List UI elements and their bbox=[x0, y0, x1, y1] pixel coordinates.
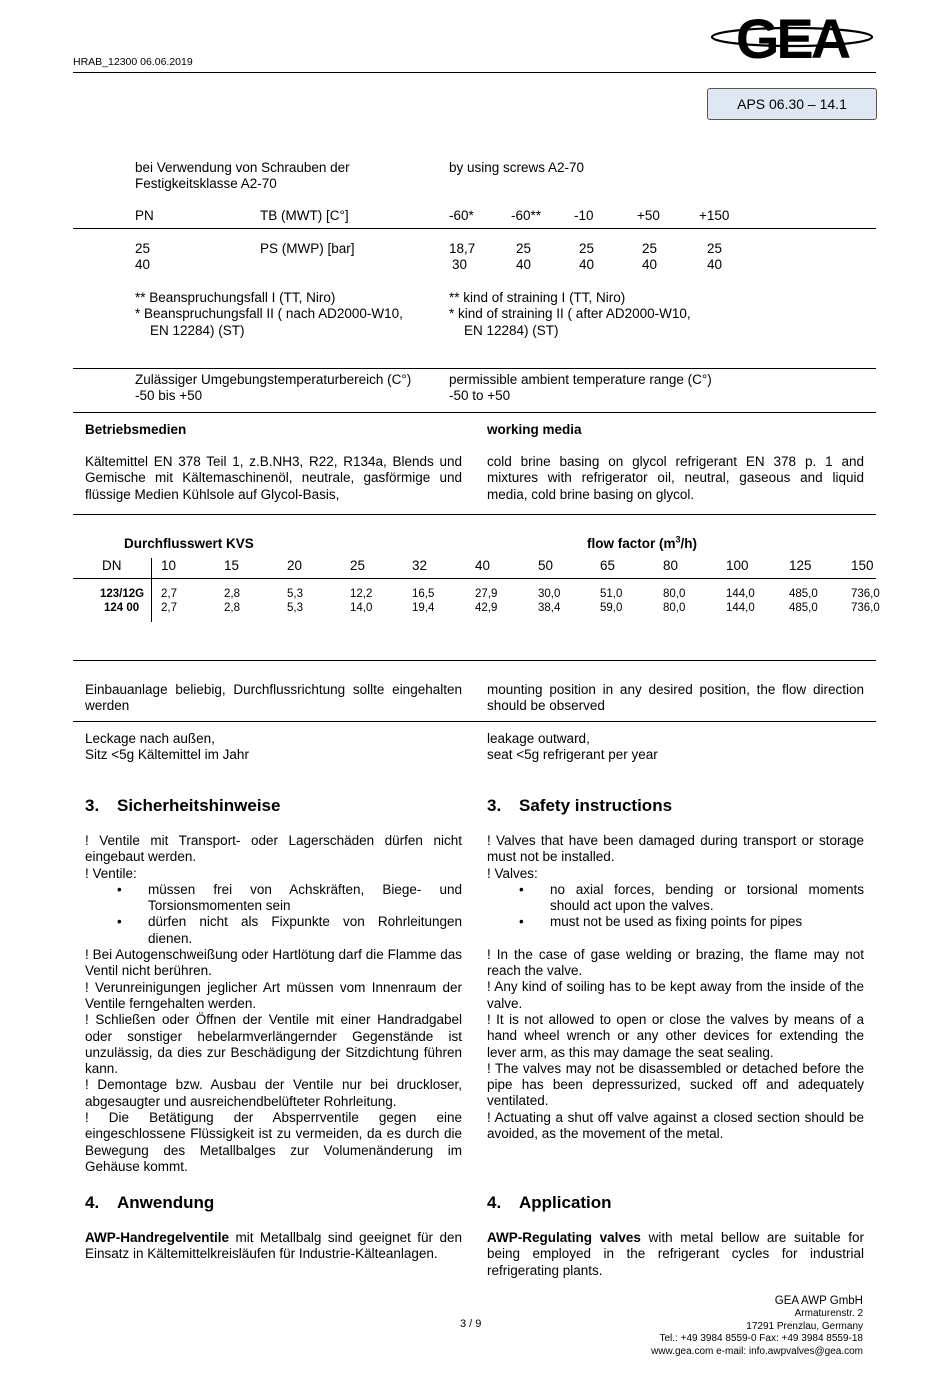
flow-title-en bbox=[587, 536, 697, 552]
product-name: AWP-Handregelventile bbox=[85, 1230, 230, 1245]
footer-company: GEA AWP GmbH bbox=[774, 1295, 863, 1307]
flow-dn: 15 bbox=[224, 558, 240, 573]
straining-en-line: ** kind of straining I (TT, Niro) bbox=[449, 290, 626, 305]
straining-de-line: ** Beanspruchungsfall I (TT, Niro) bbox=[135, 290, 336, 305]
footer-street: Armaturenstr. 2 bbox=[794, 1308, 863, 1319]
bullet-text: must not be used as fixing points for pipes bbox=[550, 914, 803, 930]
bullet-text: no axial forces, bending or torsional moments should act upon the valves. bbox=[550, 881, 864, 914]
safety-paragraph: ! Bei Autogenschweißung oder Hartlötung darf die Flamme das Ventil nicht berühren. bbox=[85, 947, 462, 979]
header-divider bbox=[73, 72, 876, 73]
pt-value: 40 bbox=[516, 257, 532, 272]
safety-paragraph: ! In the case of gase welding or brazing, the flame may not reach the valve. bbox=[487, 946, 864, 979]
pt-value: 40 bbox=[579, 257, 595, 272]
flow-dn: 10 bbox=[161, 558, 177, 573]
bullet-item bbox=[487, 882, 864, 915]
pressure-table-rule bbox=[73, 228, 876, 229]
flow-dn: 125 bbox=[789, 558, 812, 573]
flow-value: 2,7 bbox=[161, 602, 177, 614]
safety-paragraph: ! Actuating a shut off valve against a closed section should be avoided, as the movement of the metal. bbox=[487, 1109, 864, 1142]
flow-row-label: 124 00 bbox=[104, 602, 140, 614]
flow-value: 736,0 bbox=[851, 588, 880, 600]
safety-paragraph: ! Demontage bzw. Ausbau der Ventile nur bei druckloser, abgesaugter und ausreichendbelüfteter Rohrleitung. bbox=[85, 1077, 462, 1109]
logo-text: GEA bbox=[735, 8, 849, 66]
bullet-text: müssen frei von Achskräften, Biege- und Torsionsmomenten sein bbox=[148, 881, 462, 914]
bullet-icon: • bbox=[117, 914, 122, 930]
gea-logo bbox=[708, 8, 876, 66]
leakage-de bbox=[85, 731, 249, 764]
flow-dn: 25 bbox=[350, 558, 366, 573]
safety-paragraph: ! Verunreinigungen jeglicher Art müssen vom Innenraum der Ventile ferngehalten werden. bbox=[85, 979, 462, 1011]
safety-paragraph: ! Die Betätigung der Absperrventile gegen eine eingeschlossene Flüssigkeit ist zu vermeiden, da es durch die Bewegung des Metallbalges zur Volumenänderung im Gehäuse kommt. bbox=[85, 1110, 462, 1174]
product-name: AWP-Regulating valves bbox=[487, 1230, 641, 1245]
flow-value: 19,4 bbox=[412, 602, 435, 614]
bullet-item bbox=[487, 914, 864, 930]
section-heading-application-de bbox=[85, 1193, 214, 1213]
divider bbox=[73, 514, 876, 515]
straining-en bbox=[449, 290, 691, 339]
pt-value: 25 bbox=[707, 241, 723, 256]
ambient-en bbox=[449, 372, 712, 405]
bullet-icon: • bbox=[117, 881, 122, 897]
flow-value: 736,0 bbox=[851, 602, 880, 614]
pt-label: PS (MWP) [bar] bbox=[260, 241, 355, 256]
flow-dn: 100 bbox=[726, 558, 749, 573]
flow-value: 59,0 bbox=[600, 602, 623, 614]
flow-value: 80,0 bbox=[663, 588, 686, 600]
footer-phone: Tel.: +49 3984 8559-0 Fax: +49 3984 8559-18 bbox=[659, 1333, 863, 1344]
section-number: 4. bbox=[487, 1193, 502, 1212]
footer-city: 17291 Prenzlau, Germany bbox=[746, 1320, 863, 1332]
section-heading-safety-de bbox=[85, 796, 280, 816]
safety-paragraph: ! The valves may not be disassembled or detached before the pipe has been depressurized, sucked off and adequately ventilated. bbox=[487, 1060, 864, 1109]
screws-de-line: bei Verwendung von Schrauben der bbox=[135, 160, 350, 175]
leakage-en-line: leakage outward, bbox=[487, 731, 590, 746]
flow-dn: 150 bbox=[851, 558, 874, 573]
flow-value: 5,3 bbox=[287, 602, 303, 614]
footer-web: www.gea.com e-mail: info.awpvalves@gea.com bbox=[651, 1345, 863, 1357]
ambient-en-line: permissible ambient temperature range (C°) bbox=[449, 372, 712, 387]
flow-value: 2,7 bbox=[161, 588, 177, 600]
pt-head-tb: TB (MWT) [C°] bbox=[260, 208, 349, 223]
flow-vertical-rule bbox=[151, 558, 152, 622]
pt-value: 25 bbox=[642, 241, 658, 256]
bullet-item bbox=[85, 914, 462, 947]
media-text-de: Kältemittel EN 378 Teil 1, z.B.NH3, R22, R134a, Blends und Gemische mit Kältemaschinenöl, neutrale, gasförmige und flüssige Medien Kühlsole auf Glycol-Basis, bbox=[85, 454, 462, 502]
bullet-item bbox=[85, 882, 462, 915]
flow-value: 2,8 bbox=[224, 588, 240, 600]
leakage-de-line: Sitz <5g Kältemittel im Jahr bbox=[85, 747, 249, 763]
flow-value: 80,0 bbox=[663, 602, 686, 614]
bullet-text: dürfen nicht als Fixpunkte von Rohrleitungen dienen. bbox=[148, 914, 462, 946]
section-number: 4. bbox=[85, 1193, 100, 1212]
page-number: 3 / 9 bbox=[460, 1318, 482, 1330]
screws-de-line: Festigkeitsklasse A2-70 bbox=[135, 176, 277, 192]
straining-de bbox=[135, 290, 403, 339]
straining-en-line: * kind of straining II ( after AD2000-W10, bbox=[449, 306, 691, 322]
pt-head-pn: PN bbox=[135, 208, 154, 223]
screws-de bbox=[135, 160, 350, 193]
flow-value: 38,4 bbox=[538, 602, 561, 614]
ambient-de-line: -50 bis +50 bbox=[135, 388, 203, 404]
flow-value: 27,9 bbox=[475, 588, 498, 600]
application-text-en bbox=[487, 1230, 864, 1279]
flow-value: 485,0 bbox=[789, 602, 818, 614]
section-title: Sicherheitshinweise bbox=[117, 796, 281, 815]
media-title-de: Betriebsmedien bbox=[85, 422, 187, 437]
section-heading-safety-en bbox=[487, 796, 672, 816]
safety-paragraph: ! Ventile mit Transport- oder Lagerschäden dürfen nicht eingebaut werden. bbox=[85, 833, 462, 865]
flow-title-en-text: /h) bbox=[680, 536, 698, 551]
flow-dn: 20 bbox=[287, 558, 303, 573]
safety-paragraph: ! Valves that have been damaged during transport or storage must not be installed. bbox=[487, 833, 864, 865]
flow-row-label: 123/12G bbox=[100, 588, 145, 600]
section-number: 3. bbox=[487, 796, 502, 815]
pt-value: 40 bbox=[707, 257, 723, 272]
flow-value: 14,0 bbox=[350, 602, 373, 614]
section-number: 3. bbox=[85, 796, 100, 815]
flow-header-rule bbox=[73, 578, 876, 579]
application-text-de bbox=[85, 1230, 462, 1263]
document-id: HRAB_12300 06.06.2019 bbox=[73, 56, 193, 68]
section-title: Application bbox=[519, 1193, 612, 1212]
flow-title-en-text: flow factor (m bbox=[587, 536, 676, 551]
flow-value: 144,0 bbox=[726, 602, 755, 614]
flow-dn: 32 bbox=[412, 558, 428, 573]
pt-pn: 40 bbox=[135, 257, 151, 272]
pt-head-temp: +50 bbox=[637, 208, 660, 223]
pt-value: 30 bbox=[452, 257, 468, 272]
divider bbox=[73, 368, 876, 369]
application-description: mit Metallbalg sind geeignet für den Einsatz in Kältemittelkreisläufen für Industrie-Kälteanlagen. bbox=[85, 1230, 462, 1262]
document-code-box: APS 06.30 – 14.1 bbox=[707, 88, 877, 120]
safety-paragraph: ! Any kind of soiling has to be kept away from the inside of the valve. bbox=[487, 979, 864, 1011]
flow-value: 2,8 bbox=[224, 602, 240, 614]
ambient-de bbox=[135, 372, 411, 405]
media-text-en: cold brine basing on glycol refrigerant EN 378 p. 1 and mixtures with refrigerator oil, neutral, gaseous and liquid media, cold brine basing on glycol. bbox=[487, 454, 864, 502]
flow-dn: 80 bbox=[663, 558, 679, 573]
section-heading-application-en bbox=[487, 1193, 612, 1213]
flow-value: 16,5 bbox=[412, 588, 435, 600]
ambient-de-line: Zulässiger Umgebungstemperaturbereich (C°) bbox=[135, 372, 412, 387]
flow-value: 144,0 bbox=[726, 588, 755, 600]
flow-dn: 40 bbox=[475, 558, 491, 573]
media-title-en: working media bbox=[487, 422, 582, 437]
bullet-icon: • bbox=[519, 881, 524, 897]
divider bbox=[73, 660, 876, 661]
pt-pn: 25 bbox=[135, 241, 151, 256]
flow-dn-label: DN bbox=[102, 558, 122, 573]
pt-head-temp: -10 bbox=[574, 208, 594, 223]
straining-de-line: EN 12284) (ST) bbox=[150, 322, 245, 338]
application-description: with metal bellow are suitable for being employed in the refrigerant cycles for industrial refrigerating plants. bbox=[487, 1230, 864, 1278]
safety-paragraph: ! Ventile: bbox=[85, 865, 137, 881]
leakage-en bbox=[487, 731, 658, 764]
leakage-en-line: seat <5g refrigerant per year bbox=[487, 747, 658, 763]
pt-value: 25 bbox=[516, 241, 532, 256]
footer-address bbox=[560, 1294, 863, 1358]
screws-en: by using screws A2-70 bbox=[449, 160, 585, 175]
pt-value: 25 bbox=[579, 241, 595, 256]
flow-title-de: Durchflusswert KVS bbox=[124, 536, 254, 551]
flow-value: 5,3 bbox=[287, 588, 303, 600]
section-title: Anwendung bbox=[117, 1193, 215, 1212]
mounting-de: Einbauanlage beliebig, Durchflussrichtung sollte eingehalten werden bbox=[85, 682, 462, 714]
safety-paragraph: ! Schließen oder Öffnen der Ventile mit einer Handradgabel oder sonstiger hebelarmverlängernder Gegenstände ist unzulässig, da dies zur Beschädigung der Sitzdichtung führen kann. bbox=[85, 1012, 462, 1077]
flow-value: 42,9 bbox=[475, 602, 498, 614]
safety-text-de bbox=[85, 833, 462, 1175]
pt-head-temp: -60* bbox=[449, 208, 474, 223]
leakage-de-line: Leckage nach außen, bbox=[85, 731, 215, 746]
flow-value: 485,0 bbox=[789, 588, 818, 600]
flow-title-en-sup: 3 bbox=[675, 534, 681, 545]
divider bbox=[73, 412, 876, 413]
safety-paragraph: ! Valves: bbox=[487, 865, 538, 881]
flow-dn: 50 bbox=[538, 558, 554, 573]
ambient-en-line: -50 to +50 bbox=[449, 388, 511, 404]
flow-value: 51,0 bbox=[600, 588, 623, 600]
straining-de-line: * Beanspruchungsfall II ( nach AD2000-W10, bbox=[135, 306, 403, 322]
pt-head-temp: -60** bbox=[511, 208, 542, 223]
flow-value: 30,0 bbox=[538, 588, 561, 600]
mounting-en: mounting position in any desired position, the flow direction should be observed bbox=[487, 682, 864, 714]
pt-value: 18,7 bbox=[449, 241, 476, 256]
bullet-icon: • bbox=[519, 914, 524, 930]
flow-value: 12,2 bbox=[350, 588, 373, 600]
divider bbox=[73, 721, 876, 722]
safety-paragraph: ! It is not allowed to open or close the valves by means of a hand wheel wrench or any other devices for extending the lever arm, as this may damage the seat sealing. bbox=[487, 1011, 864, 1060]
pt-head-temp: +150 bbox=[699, 208, 730, 223]
safety-text-en bbox=[487, 833, 864, 1142]
section-title: Safety instructions bbox=[519, 796, 673, 815]
pt-value: 40 bbox=[642, 257, 658, 272]
straining-en-line: EN 12284) (ST) bbox=[464, 322, 559, 338]
flow-dn: 65 bbox=[600, 558, 616, 573]
